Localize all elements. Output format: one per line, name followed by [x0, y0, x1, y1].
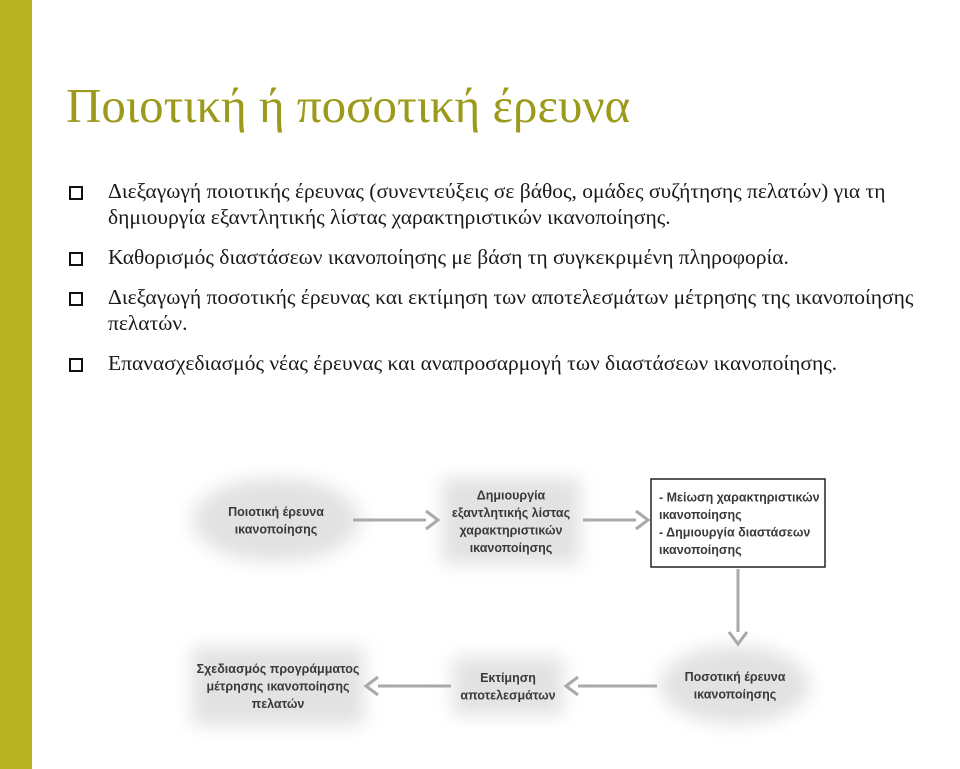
flow-node-estimate	[453, 657, 563, 715]
flow-node-qualitative	[192, 478, 360, 562]
flow-node-label: Ποσοτική έρευνα	[684, 669, 786, 684]
bullet-text: Διεξαγωγή ποσοτικής έρευνας και εκτίμηση των αποτελεσμάτων μέτρησης της ικανοποίησης πελατών.	[108, 285, 914, 335]
flow-node-create-list	[442, 478, 580, 564]
flow-node-label: ικανοποίησης	[659, 507, 742, 522]
flow-node-label: ικανοποίησης	[234, 522, 318, 537]
flow-node-label: Ποιοτική έρευνα	[228, 504, 324, 519]
flow-node-reduce	[651, 479, 825, 567]
flow-node-label: αποτελεσμάτων	[460, 688, 556, 703]
flow-node-shape	[660, 646, 810, 724]
flow-node-label: - Δημιουργία διαστάσεων	[659, 525, 811, 540]
flow-node-label: ικανοποίησης	[659, 542, 742, 557]
flow-arrow	[366, 677, 451, 695]
bullet-text: Καθορισμός διαστάσεων ικανοποίησης με βάση τη συγκεκριμένη πληροφορία.	[108, 245, 789, 269]
flow-node-label: μέτρησης ικανοποίησης	[206, 679, 350, 694]
flow-arrow	[729, 569, 747, 644]
flow-arrow	[566, 677, 657, 695]
flow-arrow	[583, 511, 648, 529]
flow-node-design	[192, 647, 364, 725]
flow-node-quantitative	[660, 646, 810, 724]
flow-node-label: πελατών	[251, 697, 305, 711]
flow-node-label: χαρακτηριστικών	[459, 523, 563, 538]
bullet-text: Επανασχεδιασμός νέας έρευνας και αναπροσαρμογή των διαστάσεων ικανοποίησης.	[108, 351, 838, 375]
flow-node-shape	[192, 478, 360, 562]
flow-node-label: ικανοποίησης	[693, 687, 777, 702]
slide-title: Ποιοτική ή ποσοτική έρευνα	[66, 78, 631, 133]
flow-arrow	[353, 511, 438, 529]
flow-node-label: Σχεδιασμός προγράμματος	[196, 662, 360, 676]
flow-node-label: ικανοποίησης	[469, 540, 553, 555]
flow-node-label: Εκτίμηση	[480, 670, 536, 685]
flow-node-shape	[453, 657, 563, 715]
bullet-text: Διεξαγωγή ποιοτικής έρευνας (συνεντεύξεις σε βάθος, ομάδες συζήτησης πελατών) για τη δημιουργία εξαντλητικής λίστας χαρακτηριστικών ικανοποίησης.	[108, 179, 886, 229]
flow-node-label: - Μείωση χαρακτηριστικών	[659, 490, 820, 505]
flow-node-label: Δημιουργία	[476, 488, 546, 503]
flow-node-label: εξαντλητικής λίστας	[451, 505, 571, 520]
